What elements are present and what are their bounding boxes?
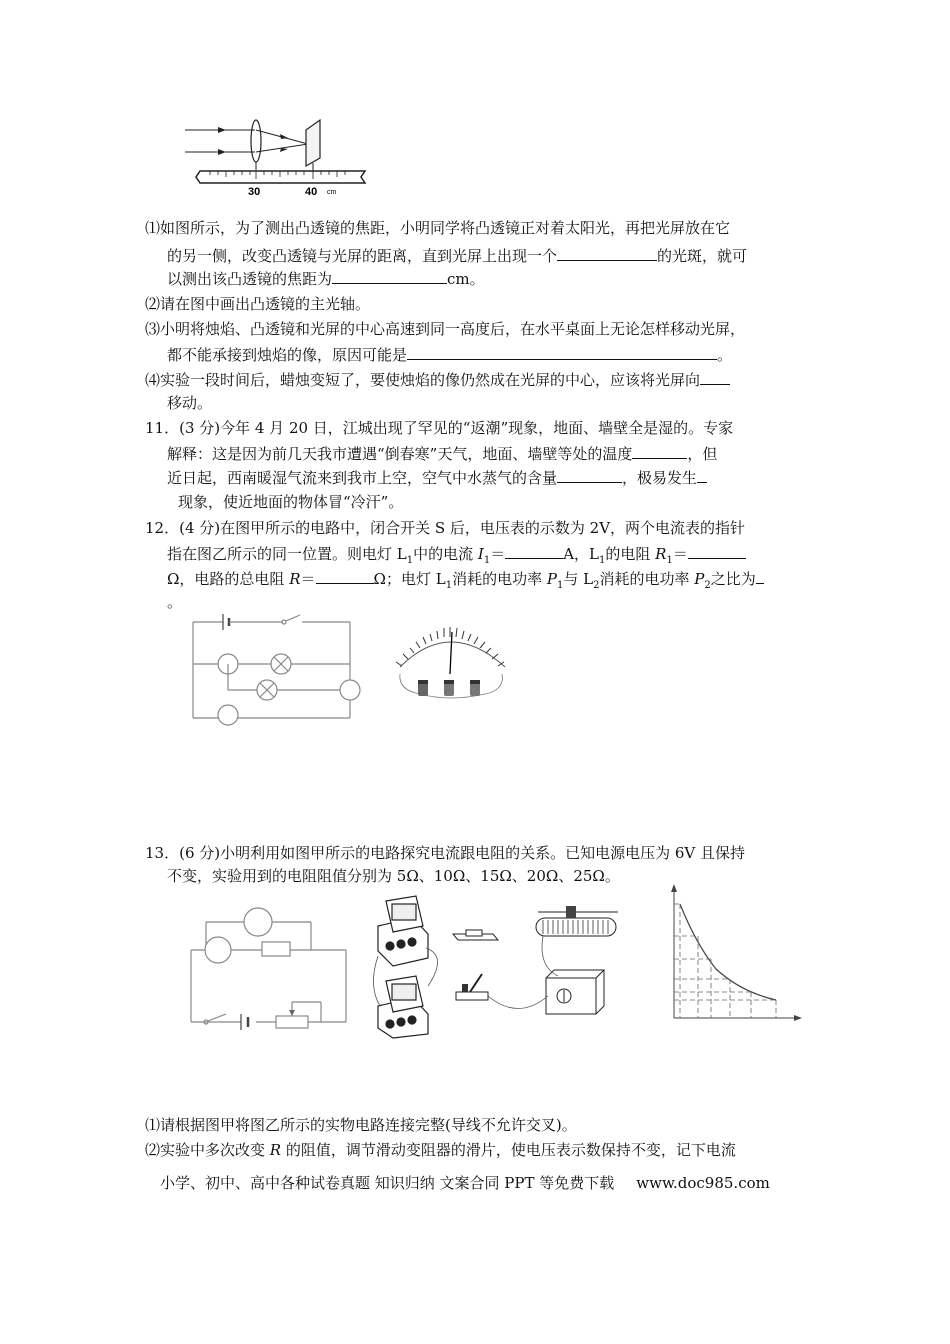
q13-line1: 13．(6 分)小明利用如图甲所示的电路探究电流跟电阻的关系。已知电源电压为 6V 且保持 [145,844,746,862]
footer-text: 小学、初中、高中各种试卷真题 知识归纳 文案合同 PPT 等免费下载 [160,1174,615,1192]
footer-link[interactable]: www.doc985.com [636,1174,770,1192]
answer-blank[interactable] [632,443,687,459]
q10-p1-line1: ⑴如图所示，为了测出凸透镜的焦距，小明同学将凸透镜正对着太阳光，再把光屏放在它 [145,219,731,237]
q12-line1: 12．(4 分)在图甲所示的电路中，闭合开关 S 后，电压表的示数为 2V，两个电流表的指针 [145,519,746,537]
answer-blank[interactable] [557,245,657,261]
answer-blank[interactable] [700,369,730,385]
q12-circuit-diagram [188,612,358,722]
q10-p1-line3: 以测出该凸透镜的焦距为 cm。 [167,270,485,288]
q13-line2: 不变，实验用到的电阻阻值分别为 5Ω、10Ω、15Ω、20Ω、25Ω。 [167,867,620,885]
ruler-unit: cm [327,189,337,196]
answer-blank[interactable] [316,568,374,584]
q11-line4: 现象，使近地面的物体冒“冷汗”。 [178,493,404,511]
lens-figure [180,118,370,200]
q10-p4-line2: 移动。 [167,394,213,412]
q11-line1: 11．(3 分)今年 4 月 20 日，江城出现了罕见的“返潮”现象，地面、墙壁全是湿的。专家 [145,419,734,437]
answer-blank[interactable] [688,543,746,559]
q12-line4: 。 [167,593,183,611]
q13-graph [666,884,806,1024]
q10-p3-line2: 都不能承接到烛焰的像，原因可能是 。 [167,346,733,364]
q10-p4-line1: ⑷实验一段时间后，蜡烛变短了，要使烛焰的像仍然成在光屏的中心，应该将光屏向 [145,369,730,390]
q13-p1: ⑴请根据图甲将图乙所示的实物电路连接完整(导线不允许交叉)。 [145,1116,577,1134]
q13-p2: ⑵实验中多次改变 R 的阻值，调节滑动变阻器的滑片，使电压表示数保持不变，记下电流 [145,1141,736,1159]
ruler-label-30: 30 [248,186,261,198]
page-footer [160,1172,770,1193]
q12-line3: Ω，电路的总电阻 R＝ Ω；电灯 $L_1$消耗的电功率 $P_1$与 $L_2$消耗的电功率 $P_2$之比为 [167,568,764,596]
answer-blank[interactable] [697,467,707,483]
q10-p2: ⑵请在图中画出凸透镜的主光轴。 [145,295,371,313]
answer-blank[interactable] [332,268,447,284]
ruler-label-40: 40 [305,186,318,198]
q13-physical-circuit [368,896,623,1038]
q12-line2: 指在图乙所示的同一位置。则电灯 $L_1$中的电流 $I_1= A$，$L_1$的电阻 $R_1=$ [167,543,746,571]
answer-blank[interactable] [756,568,764,584]
q11-line3: 近日起，西南暖湿气流来到我市上空，空气中水蒸气的含量 ，极易发生 [167,467,707,488]
answer-blank[interactable] [557,467,622,483]
q13-circuit-diagram [186,902,351,1027]
q10-p3-line1: ⑶小明将烛焰、凸透镜和光屏的中心高速到同一高度后，在水平桌面上无论怎样移动光屏， [145,320,746,338]
answer-blank[interactable] [505,543,563,559]
answer-blank[interactable] [407,344,717,360]
q11-line2: 解释：这是因为前几天我市遭遇“倒春寒”天气，地面、墙壁等处的温度 ，但 [167,445,718,463]
q10-p1-line2: 的另一侧，改变凸透镜与光屏的距离，直到光屏上出现一个 的光斑，就可 [167,247,748,265]
q12-ammeter-dial [390,622,515,704]
